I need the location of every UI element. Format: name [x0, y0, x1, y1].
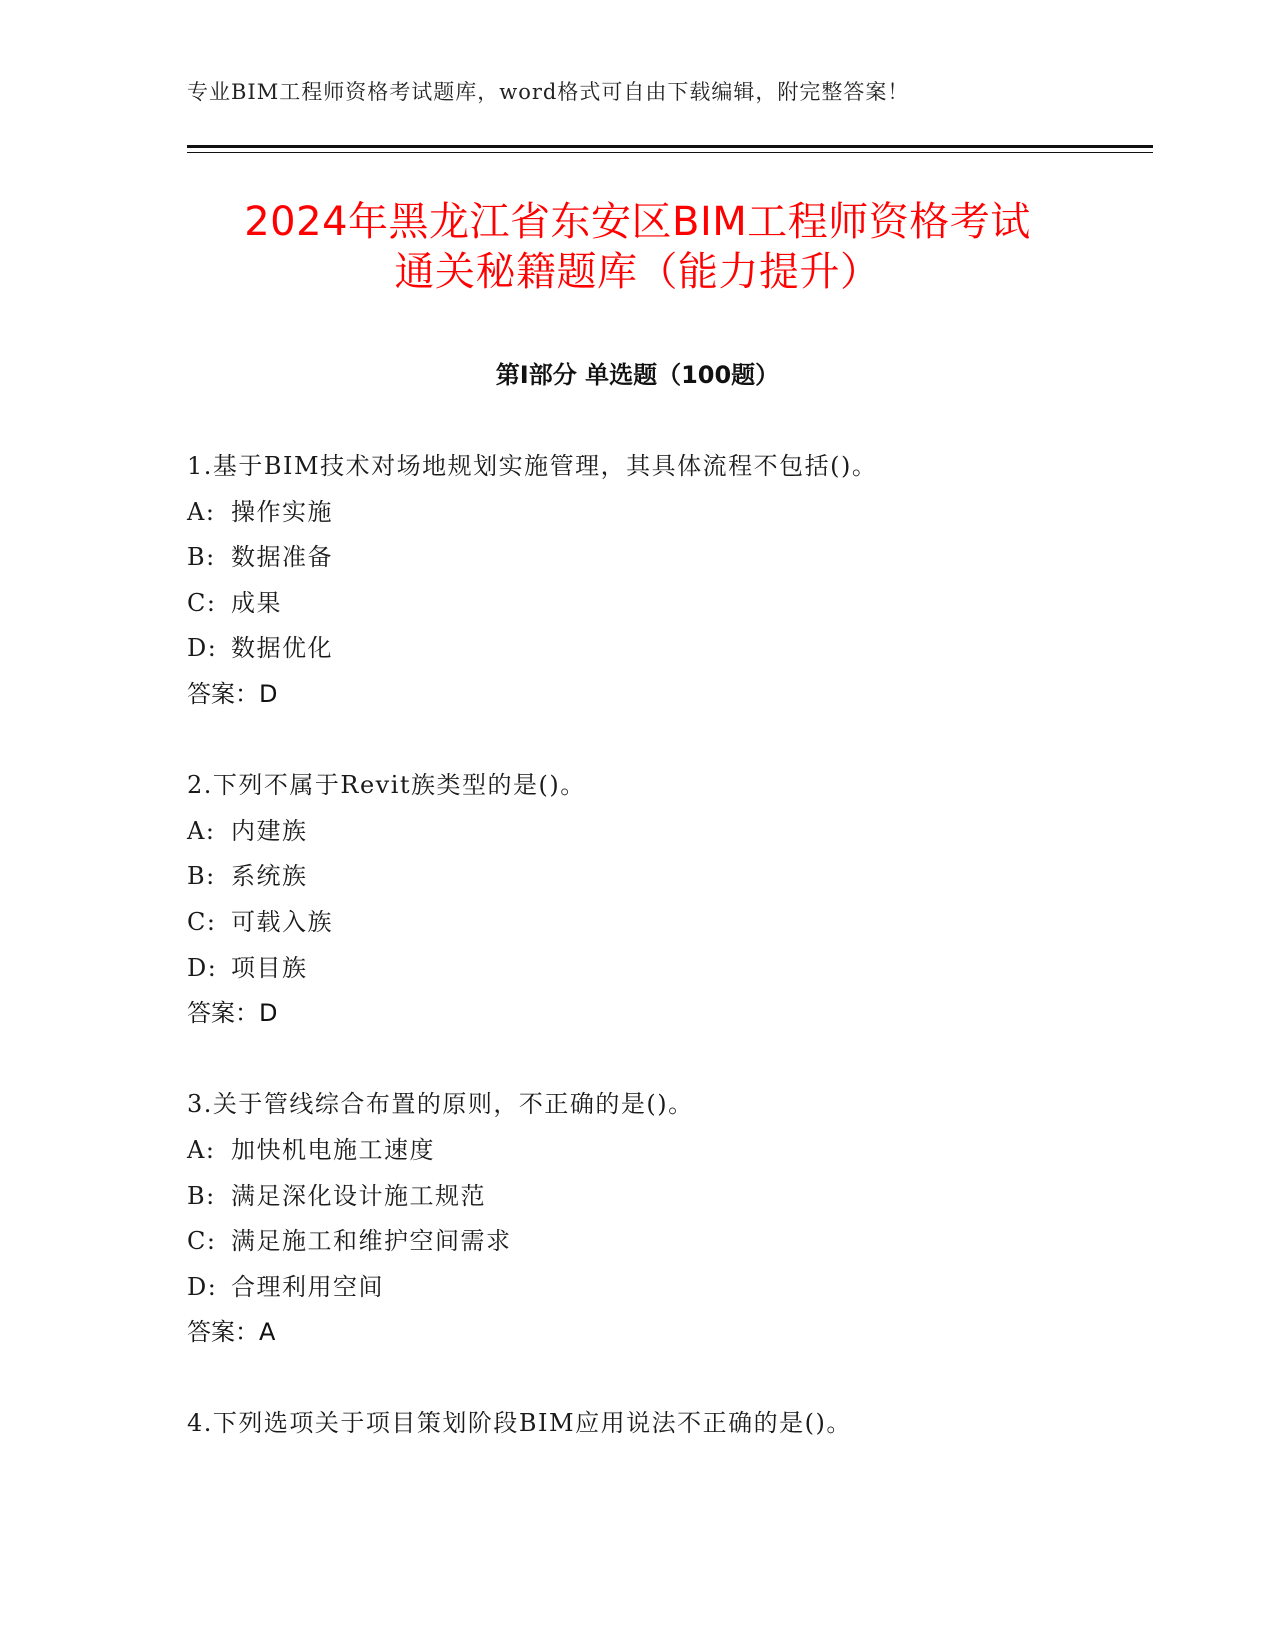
option-a	[187, 490, 1187, 536]
option-d	[187, 626, 1187, 672]
question-stem: 3.关于管线综合布置的原则，不正确的是()。	[187, 1090, 694, 1119]
question-stem: 2.下列不属于Revit族类型的是()。	[187, 771, 586, 800]
header-rule-thin	[187, 152, 1153, 153]
document-title	[160, 197, 1115, 297]
option-text: 成果	[231, 588, 282, 617]
option-letter: D:	[187, 953, 218, 982]
option-letter: B:	[187, 1181, 216, 1210]
section-title: 第Ⅰ部分 单选题（100题）	[495, 361, 780, 389]
header-note: 专业BIM工程师资格考试题库，word格式可自由下载编辑，附完整答案！	[187, 80, 910, 104]
option-a	[187, 1128, 1187, 1174]
option-a	[187, 809, 1187, 855]
option-text: 内建族	[231, 816, 308, 845]
option-text: 数据准备	[231, 543, 333, 572]
option-text: 满足施工和维护空间需求	[231, 1227, 512, 1256]
answer-line: 答案：D	[187, 679, 278, 708]
document-title-line-1: 2024年黑龙江省东安区BIM工程师资格考试	[244, 199, 1031, 245]
option-text: 加快机电施工速度	[231, 1135, 435, 1164]
question-3	[187, 1082, 1187, 1401]
question-2	[187, 763, 1187, 1082]
option-b	[187, 535, 1187, 581]
spacer	[187, 1037, 1187, 1083]
option-text: 操作实施	[231, 497, 333, 526]
option-b	[187, 854, 1187, 900]
spacer	[187, 1356, 1187, 1402]
option-c	[187, 900, 1187, 946]
option-text: 项目族	[231, 953, 308, 982]
document-title-line-2: 通关秘籍题库（能力提升）	[394, 249, 881, 295]
option-letter: C:	[187, 907, 217, 936]
option-letter: D:	[187, 634, 218, 663]
answer-line: 答案：D	[187, 999, 278, 1028]
header-rule-thick	[187, 145, 1153, 148]
question-list	[187, 444, 1187, 1447]
option-letter: B:	[187, 543, 216, 572]
option-c	[187, 581, 1187, 627]
option-d	[187, 946, 1187, 992]
spacer	[187, 718, 1187, 764]
option-letter: B:	[187, 862, 216, 891]
option-letter: D:	[187, 1272, 218, 1301]
question-stem: 1.基于BIM技术对场地规划实施管理，其具体流程不包括()。	[187, 452, 878, 480]
option-text: 数据优化	[231, 634, 333, 663]
option-text: 合理利用空间	[231, 1272, 384, 1301]
option-d	[187, 1265, 1187, 1311]
option-letter: C:	[187, 588, 217, 617]
option-text: 可载入族	[231, 907, 333, 936]
question-4	[187, 1401, 1187, 1447]
option-text: 系统族	[231, 862, 308, 891]
question-stem: 4.下列选项关于项目策划阶段BIM应用说法不正确的是()。	[187, 1409, 852, 1438]
option-letter: A:	[187, 1135, 216, 1164]
question-1	[187, 444, 1187, 763]
option-text: 满足深化设计施工规范	[231, 1181, 486, 1210]
answer-line: 答案：A	[187, 1318, 276, 1347]
option-b	[187, 1174, 1187, 1220]
option-c	[187, 1219, 1187, 1265]
option-letter: A:	[187, 497, 216, 526]
option-letter: A:	[187, 816, 216, 845]
option-letter: C:	[187, 1227, 217, 1256]
